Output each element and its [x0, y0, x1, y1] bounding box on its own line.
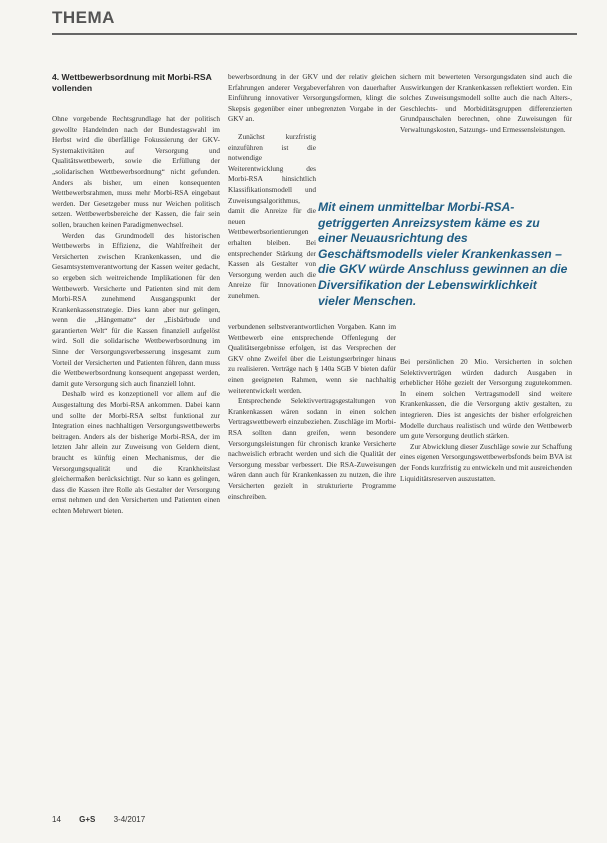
paragraph: Zunächst kurzfristig einzuführen ist die notwendige Weiterentwicklung des Morbi-RSA hinsichtlich Klassifikationsmodell und Zuweisungsalgorithmus, damit die Anreize für die neuen Wettbewerbsorientierungen erhalten bleiben. Bei entsprechender Stärkung der Kassen als Gestalter von Versorgung werden auch die Anreize für Innovationen zunehmen.: [228, 132, 316, 300]
column-3-bottom: [400, 357, 572, 842]
paragraph: Bei persönlichen 20 Mio. Versicherten in solchen Selektivverträgen würden dadurch Ausgaben in erheblicher Höhe gezielt der Versorgung zugutekommen. In einem solchen Vertragsmodell sind weitere Krankenkassen, die die Versorgung aktiv gestalten, zu integrieren. Dies ist angesichts der bisher erfolgreichen Modelle durchaus realistisch und würde den Wettbewerb um gute Versorgung deutlich stärken.: [400, 357, 572, 441]
header-divider: [52, 33, 577, 35]
column-1-body: [52, 114, 220, 517]
column-2-narrow: [228, 132, 316, 322]
magazine-name: G+S: [79, 815, 96, 824]
paragraph: bewerbsordnung in der GKV und der relativ gleichen Erfahrungen anderer Vergabeverfahren von dauerhafter Einführung innovativer Versorgungsformen, klingt die Skepsis gegenüber einer unbegrenzten Vorgabe in der GKV an.: [228, 72, 396, 124]
section-label: THEMA: [52, 8, 115, 27]
paragraph: Zur Abwicklung dieser Zuschläge sowie zur Schaffung eines eigenen Versorgungswettbewerbsfonds beim BVA ist der Fonds kurzfristig zu entwickeln und mit ausreichenden Liquiditätsreserven auszustatten.: [400, 441, 572, 483]
paragraph: Entsprechende Selektivvertragsgestaltungen von Krankenkassen wären sodann in einen solchen Vertragswettbewerb einzubeziehen. Zuschläge im Morbi-RSA sollten dann greifen, wenn besondere Versorgungsleistungen für chronisch kranke Versicherte nachweislich erbracht werden und sich die Qualität der Versorgung messbar verbessert. Die RSA-Zuweisungen wären dann auch für Krankenkassen zu nutzen, die ihre Versicherten gezielt in strukturierte Programme einschreiben.: [228, 396, 396, 501]
page-footer: [52, 815, 161, 824]
column-1: [52, 72, 220, 842]
paragraph: sichern mit bewerteten Versorgungsdaten sind auch die Auswirkungen der Krankenkassen reflektiert worden. Ein solches Zuweisungsmodell sollte auch die nach Alters-, Geschlechts- und Morbiditätsgruppen differenzierten Grundpauschalen berechnen, ohne Zuweisungen für Verwaltungskosten, Satzungs- und Ermessensleistungen.: [400, 72, 572, 134]
column-2-top: [228, 72, 396, 132]
paragraph: Ohne vorgebende Rechtsgrundlage hat der politisch gewollte Handelnden nach der Bundestagswahl im Herbst wird die überfällige Fokussierung der GKV-Systemaktivitäten auf Versorgung und Qualitätswettbewerb, sowie die Erfüllung der „solidarischen Wettbewerbsordnung“ nicht gefunden. Anders als bisher, um einen konsequenten Wettbewerbsrahmen, muss mehr Morbi-RSA eingebaut werden. Der Gesetzgeber muss nur Weichen politisch setzen. Wettbewerbsbereiche der Kassen, die fair sein sollen, brauchen keinen Paradigmenwechsel.: [52, 114, 220, 229]
page-number: 14: [52, 815, 61, 824]
issue-number: 3-4/2017: [113, 815, 146, 824]
pull-quote: Mit einem unmittelbar Morbi-RSA-getriggerten Anreizsystem käme es zu einer Neuausrichtung des Geschäftsmodells vieler Krankenkassen – die GKV würde Anschluss gewinnen an die Diversifikation der Lebenswirklichkeit vieler Menschen.: [318, 200, 568, 308]
paragraph: Werden das Grundmodell des historischen Wettbewerbs in Effizienz, die Wahlfreiheit der Versicherten zwischen Krankenkassen, und die Gesamtsystemverantwortung der Kassen weiter gedacht, so ergeben sich weitreichende Implikationen für den Wettbewerb. Versicherte und Patienten sind mit dem Morbi-RSA zunehmend Ausgangspunkt der Krankenkassenstrategie. Dies kann aber nur gelingen, wenn die „Hängematte“ der „Eisbärbude und garantierten Welt“ für die Kassen finanziell aufgelöst wird. Soll die solidarische Wettbewerbsordnung im Sinne der Versorgungsverbesserung insgesamt zum Vorteil der Versicherten und Patienten führen, dann muss die Wettbewerbsordnung konsequent angepasst werden, damit gute Versorgung sich auch finanziell lohnt.: [52, 230, 220, 388]
paragraph: Deshalb wird es konzeptionell vor allem auf die Ausgestaltung des Morbi-RSA ankommen. Dabei kann und sollte der Morbi-RSA selbst funktional zur Integration eines nachhaltigen Versorgungswettbewerbs beitragen. Anders als der bisherige Morbi-RSA, der im letzten Jahr allein zur Zuweisung von Geldern dient, braucht es künftig einen Mechanismus, der die Versorgungsqualität und die Krankheitslast gleichermaßen berücksichtigt. Nur so kann es gelingen, dass die Kassen ihre Rolle als Gestalter der Versorgung ernst nehmen und den Versicherten und Patienten einen echten Mehrwert bieten.: [52, 389, 220, 515]
paragraph: verbundenen selbstverantwortlichen Vorgaben. Kann im Wettbewerb eine entsprechende Offenlegung der Qualitätsergebnisse erfolgen, ist das Versprechen der GKV ohne Zweifel über die Leistungserbringer hinaus zu realisieren. Verträge nach § 140a SGB V bieten dafür einen geeigneten Rahmen, wenn sie nachhaltig weiterentwickelt werden.: [228, 322, 396, 395]
section-subheading: 4. Wettbewerbsordnung mit Morbi-RSA vollenden: [52, 72, 212, 93]
column-3-top: [400, 72, 572, 190]
column-2-bottom: [228, 322, 396, 842]
column-3: [400, 72, 572, 842]
column-2: [228, 72, 396, 842]
